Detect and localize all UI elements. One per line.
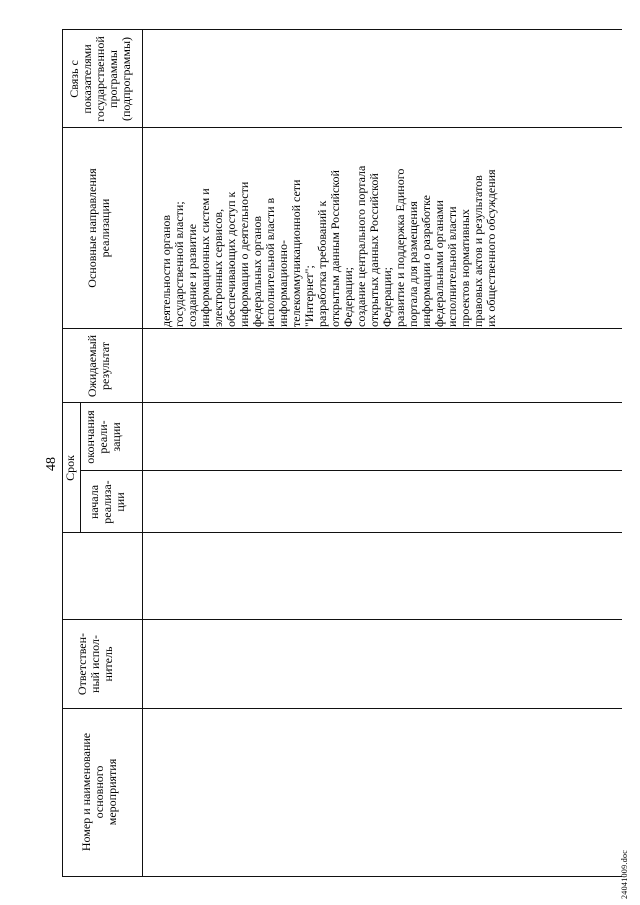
- text-line: информации о деятельности: [237, 181, 251, 327]
- col-border-6: [62, 328, 622, 329]
- text-line: открытых данных Российской: [367, 173, 381, 327]
- text-line: электронных сервисов,: [211, 208, 225, 327]
- page-number: 48: [44, 457, 59, 471]
- header-main-directions: Основные направления реализации: [85, 168, 112, 288]
- col-border-5: [62, 402, 622, 403]
- text-line: обеспечивающих доступ к: [224, 191, 238, 327]
- text-line: открытым данным Российской: [328, 170, 342, 327]
- header-end: окончания реали- зации: [83, 410, 123, 464]
- col-border-4: [80, 470, 622, 471]
- text-line: государственной власти;: [172, 201, 186, 327]
- text-line: Федерации;: [380, 266, 394, 327]
- text-line: проектов нормативных: [458, 209, 472, 327]
- text-line: Федерации;: [341, 266, 355, 327]
- header-program-link: Связь с показателями государственной программы (подпрограммы): [67, 36, 133, 122]
- text-line: телекоммуникационной сети: [289, 179, 303, 327]
- main-directions-text: [159, 117, 498, 327]
- col-border-2: [62, 619, 622, 620]
- col-border-3: [62, 532, 622, 533]
- header-responsible: Ответствен- ный испол- нитель: [75, 632, 115, 696]
- header-start: начала реализа- ции: [87, 480, 127, 524]
- col-border-1: [62, 708, 622, 709]
- text-line: развитие и поддержка Единого: [393, 168, 407, 327]
- header-bottom-border: [142, 30, 143, 877]
- col-border-8: [62, 29, 622, 30]
- text-line: информационных систем и: [198, 188, 212, 327]
- text-line: исполнительной власти: [445, 206, 459, 327]
- text-line: создание и развитие: [185, 223, 199, 327]
- text-line: портала для размещения: [406, 201, 420, 327]
- table-top-border: [62, 30, 63, 877]
- text-line: федеральных органов: [250, 215, 264, 327]
- header-number-name: Номер и наименование основного мероприятия: [79, 732, 119, 852]
- text-line: разработка требований к: [315, 200, 329, 327]
- text-line: создание центрального портала: [354, 165, 368, 327]
- header-srok: Срок: [63, 455, 77, 481]
- document-filename: 24041009.doc: [620, 849, 629, 899]
- col-border-0: [62, 876, 622, 877]
- text-line: деятельности органов: [159, 214, 173, 327]
- text-line: федеральными органами: [432, 200, 446, 327]
- text-line: информационно-: [276, 240, 290, 327]
- text-line: "Интернет";: [302, 265, 316, 327]
- text-line: информации о разработке: [419, 195, 433, 327]
- text-line: правовых актов и результатов: [471, 175, 485, 327]
- srok-divider: [80, 403, 81, 533]
- text-line: их общественного обсуждения: [484, 169, 498, 327]
- text-line: исполнительной власти в: [263, 197, 277, 327]
- header-expected-result: Ожидаемый результат: [85, 334, 112, 398]
